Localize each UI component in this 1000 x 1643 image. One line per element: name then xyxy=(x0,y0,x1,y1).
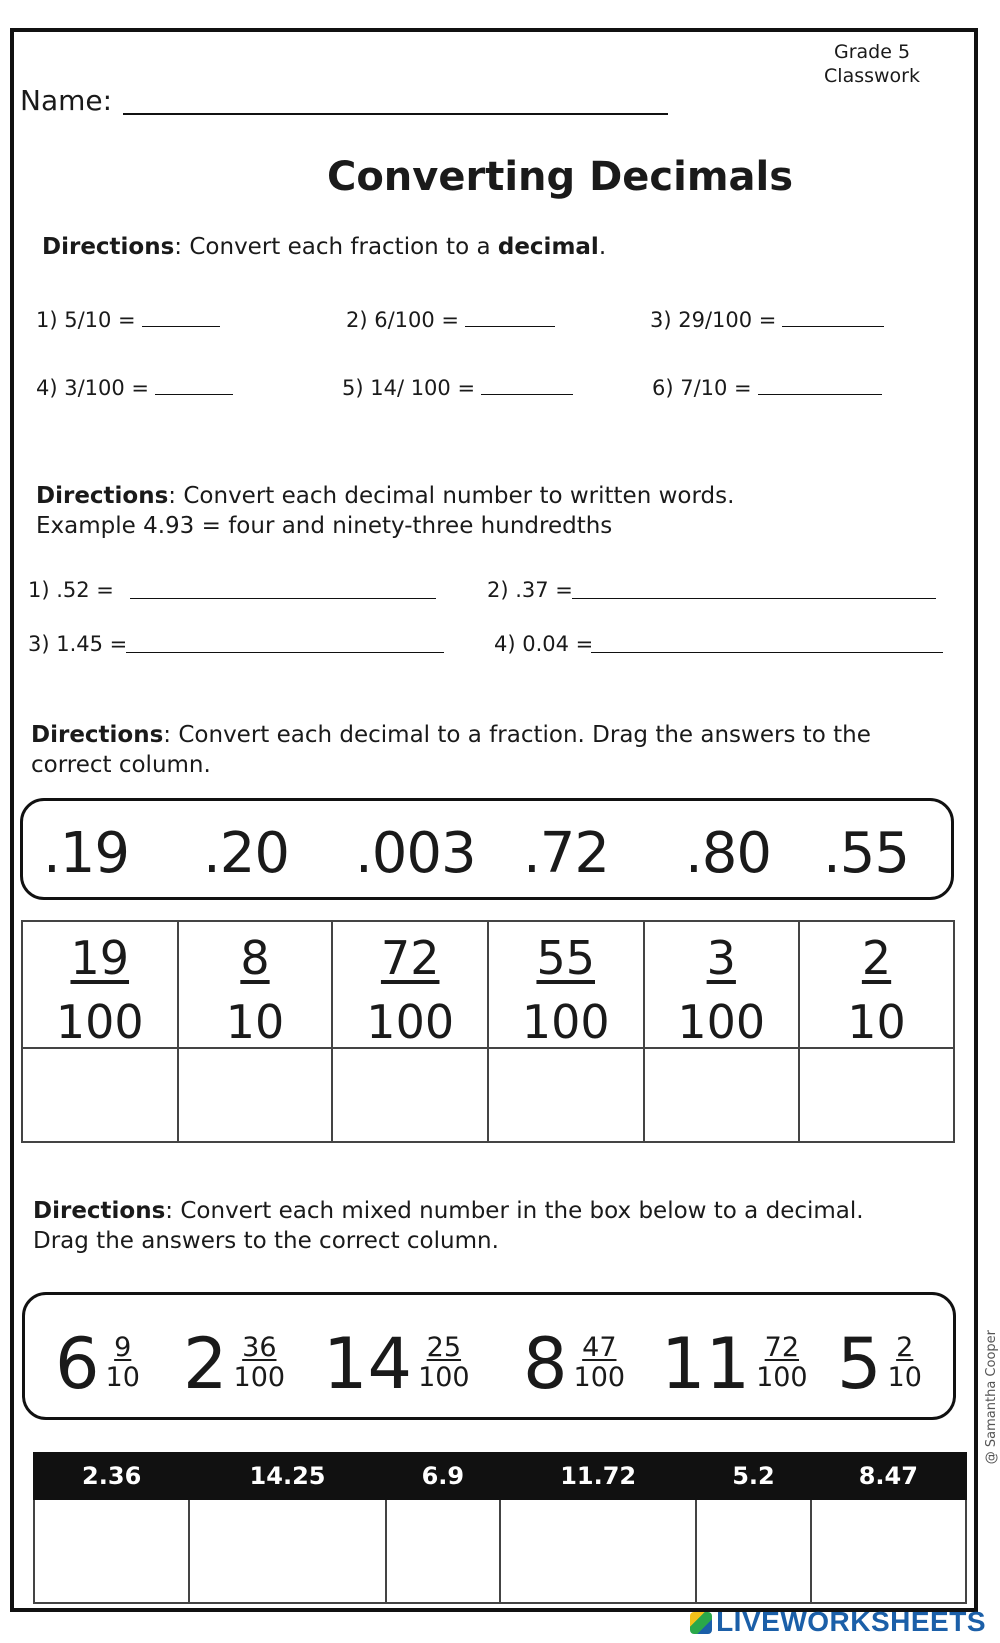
numerator: 3 xyxy=(706,930,736,985)
answer-blank[interactable] xyxy=(155,376,233,395)
numerator: 36 xyxy=(242,1332,277,1363)
whole-number: 11 xyxy=(661,1323,751,1405)
denominator: 100 xyxy=(677,994,766,1049)
question-text: 1) 5/10 = xyxy=(36,308,136,332)
decimal-header: 2.36 xyxy=(34,1453,189,1499)
worksheet-type: Classwork xyxy=(824,65,920,87)
decimal-header: 6.9 xyxy=(386,1453,500,1499)
question-text: 4) 3/100 = xyxy=(36,376,150,400)
numerator: 25 xyxy=(426,1332,462,1363)
denominator: 100 xyxy=(573,1362,626,1393)
small-fraction xyxy=(574,1333,626,1393)
decimal-item[interactable]: .19 xyxy=(43,821,130,886)
mixed-number-item[interactable] xyxy=(183,1323,285,1405)
question-text: 3) 1.45 = xyxy=(28,632,128,656)
denominator: 100 xyxy=(366,994,455,1049)
fraction-question-6 xyxy=(652,376,882,400)
denominator: 100 xyxy=(55,994,144,1049)
name-field[interactable] xyxy=(123,113,668,115)
name-label: Name: xyxy=(20,84,113,117)
answer-line-2[interactable] xyxy=(572,598,936,599)
fraction-question-5 xyxy=(342,376,573,400)
fraction-question-4 xyxy=(36,376,233,400)
numerator: 72 xyxy=(764,1332,800,1363)
answer-blank[interactable] xyxy=(782,308,884,327)
drop-zone[interactable] xyxy=(332,1048,488,1142)
numerator: 72 xyxy=(380,930,440,985)
decimal-item[interactable]: .55 xyxy=(823,821,910,886)
grade-label xyxy=(824,40,920,88)
mixed-number-item[interactable] xyxy=(55,1323,140,1405)
small-fraction xyxy=(234,1333,286,1393)
fraction-question-3 xyxy=(650,308,884,332)
decimal-item[interactable]: .003 xyxy=(355,821,476,886)
drop-zone[interactable] xyxy=(500,1499,696,1603)
decimal-item[interactable]: .72 xyxy=(523,821,610,886)
numerator: 47 xyxy=(582,1332,617,1363)
answer-line-1[interactable] xyxy=(130,598,436,599)
whole-number: 8 xyxy=(523,1323,568,1405)
fraction-header xyxy=(644,921,800,1048)
drop-row xyxy=(34,1499,966,1603)
question-text: 6) 7/10 = xyxy=(652,376,752,400)
liveworksheets-logo-icon xyxy=(690,1612,712,1634)
decimal-header: 8.47 xyxy=(811,1453,966,1499)
grade-text: Grade 5 xyxy=(833,41,911,63)
numerator: 8 xyxy=(240,930,270,985)
directions-label: Directions xyxy=(42,234,175,260)
directions-label: Directions xyxy=(33,1198,166,1224)
small-fraction xyxy=(418,1333,470,1393)
directions-keyword: decimal xyxy=(497,234,599,260)
denominator: 100 xyxy=(756,1362,808,1393)
answer-line-3[interactable] xyxy=(126,652,444,653)
mixed-number-item[interactable] xyxy=(323,1323,470,1405)
numerator: 2 xyxy=(896,1332,914,1363)
directions-text: : Convert each fraction to a xyxy=(174,234,498,260)
drop-zone[interactable] xyxy=(22,1048,178,1142)
mixed-number-item[interactable] xyxy=(523,1323,625,1405)
small-fraction xyxy=(888,1333,922,1393)
decimal-bank xyxy=(20,798,954,900)
answer-blank[interactable] xyxy=(465,308,555,327)
liveworksheets-logo[interactable] xyxy=(690,1606,986,1638)
directions-text-2: correct column. xyxy=(31,752,211,778)
numerator: 9 xyxy=(114,1332,132,1363)
mixed-number-item[interactable] xyxy=(837,1323,922,1405)
fraction-table xyxy=(21,920,955,1143)
drop-zone[interactable] xyxy=(644,1048,800,1142)
question-text: 3) 29/100 = xyxy=(650,308,777,332)
denominator: 10 xyxy=(887,1362,922,1393)
directions-text: : Convert each mixed number in the box below to a decimal. xyxy=(165,1198,864,1224)
fraction-header xyxy=(22,921,178,1048)
fraction-question-2 xyxy=(346,308,555,332)
question-text: 5) 14/ 100 = xyxy=(342,376,476,400)
drop-zone[interactable] xyxy=(386,1499,500,1603)
section3-directions xyxy=(31,720,871,780)
directions-text: : Convert each decimal to a fraction. Drag the answers to the xyxy=(163,722,871,748)
fraction-header xyxy=(332,921,488,1048)
small-fraction xyxy=(106,1333,140,1393)
drop-zone[interactable] xyxy=(34,1499,189,1603)
drop-zone[interactable] xyxy=(799,1048,954,1142)
drop-zone[interactable] xyxy=(488,1048,644,1142)
fraction-header-row xyxy=(22,921,954,1048)
drop-zone[interactable] xyxy=(178,1048,333,1142)
denominator: 100 xyxy=(418,1362,470,1393)
directions-label: Directions xyxy=(31,722,164,748)
words-question-3 xyxy=(28,632,127,656)
mixed-number-item[interactable] xyxy=(661,1323,808,1405)
numerator: 55 xyxy=(536,930,595,985)
question-text: 2) 6/100 = xyxy=(346,308,460,332)
decimal-header: 11.72 xyxy=(500,1453,696,1499)
fraction-header xyxy=(178,921,333,1048)
mixed-number-bank xyxy=(22,1292,956,1420)
directions-text-end: . xyxy=(598,234,607,260)
decimal-header: 5.2 xyxy=(696,1453,810,1499)
section4-directions xyxy=(33,1196,864,1256)
words-question-1 xyxy=(28,578,114,602)
drop-zone[interactable] xyxy=(189,1499,385,1603)
denominator: 100 xyxy=(521,994,610,1049)
directions-example: Example 4.93 = four and ninety-three hundredths xyxy=(36,513,613,539)
fraction-header xyxy=(799,921,954,1048)
answer-line-4[interactable] xyxy=(591,652,943,653)
small-fraction xyxy=(756,1333,808,1393)
whole-number: 5 xyxy=(837,1323,882,1405)
decimal-item[interactable]: .80 xyxy=(685,821,772,886)
question-text: 2) .37 = xyxy=(487,578,573,602)
directions-text-2: Drag the answers to the correct column. xyxy=(33,1228,499,1254)
drop-zone[interactable] xyxy=(696,1499,810,1603)
logo-text: LIVEWORKSHEETS xyxy=(716,1606,986,1637)
fraction-header xyxy=(488,921,644,1048)
question-text: 4) 0.04 = xyxy=(494,632,594,656)
drop-zone[interactable] xyxy=(811,1499,966,1603)
numerator: 19 xyxy=(70,930,130,985)
page-title: Converting Decimals xyxy=(326,154,794,200)
answer-blank[interactable] xyxy=(481,376,573,395)
denominator: 10 xyxy=(225,994,285,1049)
whole-number: 14 xyxy=(323,1323,413,1405)
decimal-answer-table xyxy=(33,1452,967,1604)
question-text: 1) .52 = xyxy=(28,578,114,602)
decimal-header: 14.25 xyxy=(189,1453,385,1499)
decimal-header-row xyxy=(34,1453,966,1499)
decimal-item[interactable]: .20 xyxy=(203,821,290,886)
denominator: 10 xyxy=(105,1362,140,1393)
section1-directions xyxy=(42,232,606,262)
denominator: 10 xyxy=(847,994,906,1049)
denominator: 100 xyxy=(233,1362,286,1393)
section2-directions xyxy=(36,481,734,541)
directions-label: Directions xyxy=(36,483,169,509)
words-question-4 xyxy=(494,632,593,656)
author-credit: @ Samantha Cooper xyxy=(984,1330,999,1465)
drop-row xyxy=(22,1048,954,1142)
whole-number: 2 xyxy=(183,1323,228,1405)
answer-blank[interactable] xyxy=(758,376,882,395)
numerator: 2 xyxy=(861,930,892,985)
answer-blank[interactable] xyxy=(142,308,220,327)
fraction-question-1 xyxy=(36,308,220,332)
whole-number: 6 xyxy=(55,1323,100,1405)
directions-text: : Convert each decimal number to written words. xyxy=(168,483,735,509)
words-question-2 xyxy=(487,578,573,602)
